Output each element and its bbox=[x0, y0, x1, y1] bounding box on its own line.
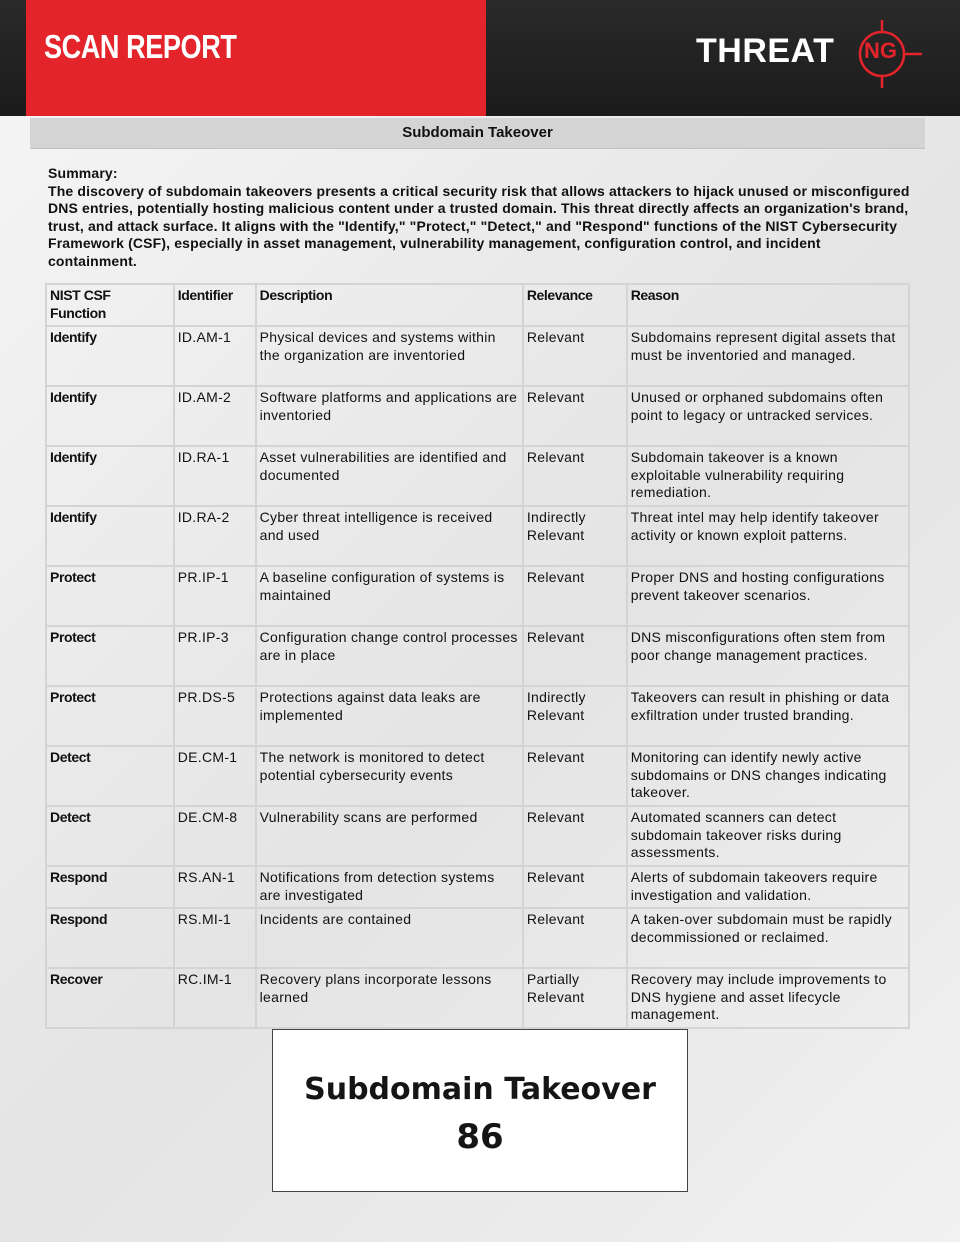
summary-block bbox=[48, 165, 913, 270]
cell-identifier: PR.DS-5 bbox=[174, 686, 256, 746]
cell-reason: Automated scanners can detect subdomain takeover risks during assessments. bbox=[627, 806, 909, 866]
cell-function: Respond bbox=[46, 908, 174, 968]
header-relevance: Relevance bbox=[523, 284, 627, 326]
header-description: Description bbox=[256, 284, 523, 326]
report-label: SCAN REPORT bbox=[44, 28, 237, 65]
cell-identifier: PR.IP-1 bbox=[174, 566, 256, 626]
cell-description: Vulnerability scans are performed bbox=[256, 806, 523, 866]
cell-identifier: RS.AN-1 bbox=[174, 866, 256, 908]
table-row bbox=[46, 908, 909, 968]
summary-heading: Summary: bbox=[48, 165, 118, 181]
cell-identifier: PR.IP-3 bbox=[174, 626, 256, 686]
cell-function: Protect bbox=[46, 626, 174, 686]
table-row bbox=[46, 746, 909, 806]
score-value: 86 bbox=[456, 1117, 504, 1157]
summary-text: The discovery of subdomain takeovers presents a critical security risk that allows attackers to hijack unused or misconfigured DNS entries, potentially hosting malicious content under a trusted domain. This threat directly affects an organization's brand, trust, and attack surface. It aligns with the "Identify," "Protect," "Detect," and "Respond" functions of the NIST Cybersecurity Framework (CSF), especially in asset management, vulnerability management, configuration control, and incident containment. bbox=[48, 182, 910, 269]
cell-reason: Recovery may include improvements to DNS hygiene and asset lifecycle management. bbox=[627, 968, 909, 1028]
cell-identifier: ID.AM-2 bbox=[174, 386, 256, 446]
cell-description: The network is monitored to detect potential cybersecurity events bbox=[256, 746, 523, 806]
cell-reason: Proper DNS and hosting configurations prevent takeover scenarios. bbox=[627, 566, 909, 626]
table-row bbox=[46, 866, 909, 908]
header-function: NIST CSF Function bbox=[46, 284, 174, 326]
cell-relevance: Relevant bbox=[523, 866, 627, 908]
cell-function: Identify bbox=[46, 506, 174, 566]
table-row bbox=[46, 506, 909, 566]
logo-suffix-text: NG bbox=[864, 38, 897, 63]
cell-identifier: RS.MI-1 bbox=[174, 908, 256, 968]
cell-description: Cyber threat intelligence is received and used bbox=[256, 506, 523, 566]
cell-relevance: Relevant bbox=[523, 908, 627, 968]
table-row bbox=[46, 326, 909, 386]
cell-description: Notifications from detection systems are investigated bbox=[256, 866, 523, 908]
cell-relevance: Relevant bbox=[523, 626, 627, 686]
cell-function: Protect bbox=[46, 686, 174, 746]
cell-description: A baseline configuration of systems is maintained bbox=[256, 566, 523, 626]
cell-function: Respond bbox=[46, 866, 174, 908]
cell-description: Incidents are contained bbox=[256, 908, 523, 968]
table-row bbox=[46, 968, 909, 1028]
cell-identifier: DE.CM-8 bbox=[174, 806, 256, 866]
cell-function: Identify bbox=[46, 326, 174, 386]
cell-relevance: Relevant bbox=[523, 326, 627, 386]
cell-reason: Unused or orphaned subdomains often point to legacy or untracked services. bbox=[627, 386, 909, 446]
cell-function: Detect bbox=[46, 806, 174, 866]
score-card bbox=[272, 1029, 688, 1192]
cell-relevance: Relevant bbox=[523, 566, 627, 626]
table-row bbox=[46, 806, 909, 866]
cell-relevance: Indirectly Relevant bbox=[523, 506, 627, 566]
cell-description: Asset vulnerabilities are identified and documented bbox=[256, 446, 523, 506]
cell-function: Protect bbox=[46, 566, 174, 626]
table-header-row bbox=[46, 284, 909, 326]
cell-identifier: RC.IM-1 bbox=[174, 968, 256, 1028]
cell-relevance: Relevant bbox=[523, 446, 627, 506]
nist-csf-table bbox=[45, 283, 910, 1029]
cell-description: Recovery plans incorporate lessons learned bbox=[256, 968, 523, 1028]
cell-description: Configuration change control processes are in place bbox=[256, 626, 523, 686]
table-row bbox=[46, 626, 909, 686]
cell-description: Physical devices and systems within the organization are inventoried bbox=[256, 326, 523, 386]
cell-identifier: ID.RA-1 bbox=[174, 446, 256, 506]
cell-reason: Alerts of subdomain takeovers require investigation and validation. bbox=[627, 866, 909, 908]
cell-reason: DNS misconfigurations often stem from poor change management practices. bbox=[627, 626, 909, 686]
logo-main-text: THREAT bbox=[696, 32, 835, 70]
cell-function: Identify bbox=[46, 446, 174, 506]
cell-reason: A taken-over subdomain must be rapidly decommissioned or reclaimed. bbox=[627, 908, 909, 968]
header-identifier: Identifier bbox=[174, 284, 256, 326]
cell-relevance: Relevant bbox=[523, 746, 627, 806]
cell-description: Protections against data leaks are implemented bbox=[256, 686, 523, 746]
cell-function: Detect bbox=[46, 746, 174, 806]
table-row bbox=[46, 386, 909, 446]
table-row bbox=[46, 446, 909, 506]
cell-function: Identify bbox=[46, 386, 174, 446]
cell-identifier: ID.AM-1 bbox=[174, 326, 256, 386]
threatng-logo bbox=[696, 18, 936, 88]
cell-relevance: Relevant bbox=[523, 386, 627, 446]
cell-function: Recover bbox=[46, 968, 174, 1028]
cell-reason: Subdomains represent digital assets that must be inventoried and managed. bbox=[627, 326, 909, 386]
cell-relevance: Partially Relevant bbox=[523, 968, 627, 1028]
cell-identifier: ID.RA-2 bbox=[174, 506, 256, 566]
cell-relevance: Relevant bbox=[523, 806, 627, 866]
section-title: Subdomain Takeover bbox=[30, 118, 925, 149]
cell-relevance: Indirectly Relevant bbox=[523, 686, 627, 746]
cell-reason: Subdomain takeover is a known exploitable vulnerability requiring remediation. bbox=[627, 446, 909, 506]
score-title: Subdomain Takeover bbox=[304, 1072, 656, 1107]
table-row bbox=[46, 686, 909, 746]
cell-description: Software platforms and applications are inventoried bbox=[256, 386, 523, 446]
cell-reason: Takeovers can result in phishing or data exfiltration under trusted branding. bbox=[627, 686, 909, 746]
header-reason: Reason bbox=[627, 284, 909, 326]
cell-reason: Threat intel may help identify takeover activity or known exploit patterns. bbox=[627, 506, 909, 566]
cell-reason: Monitoring can identify newly active subdomains or DNS changes indicating takeover. bbox=[627, 746, 909, 806]
cell-identifier: DE.CM-1 bbox=[174, 746, 256, 806]
table-row bbox=[46, 566, 909, 626]
